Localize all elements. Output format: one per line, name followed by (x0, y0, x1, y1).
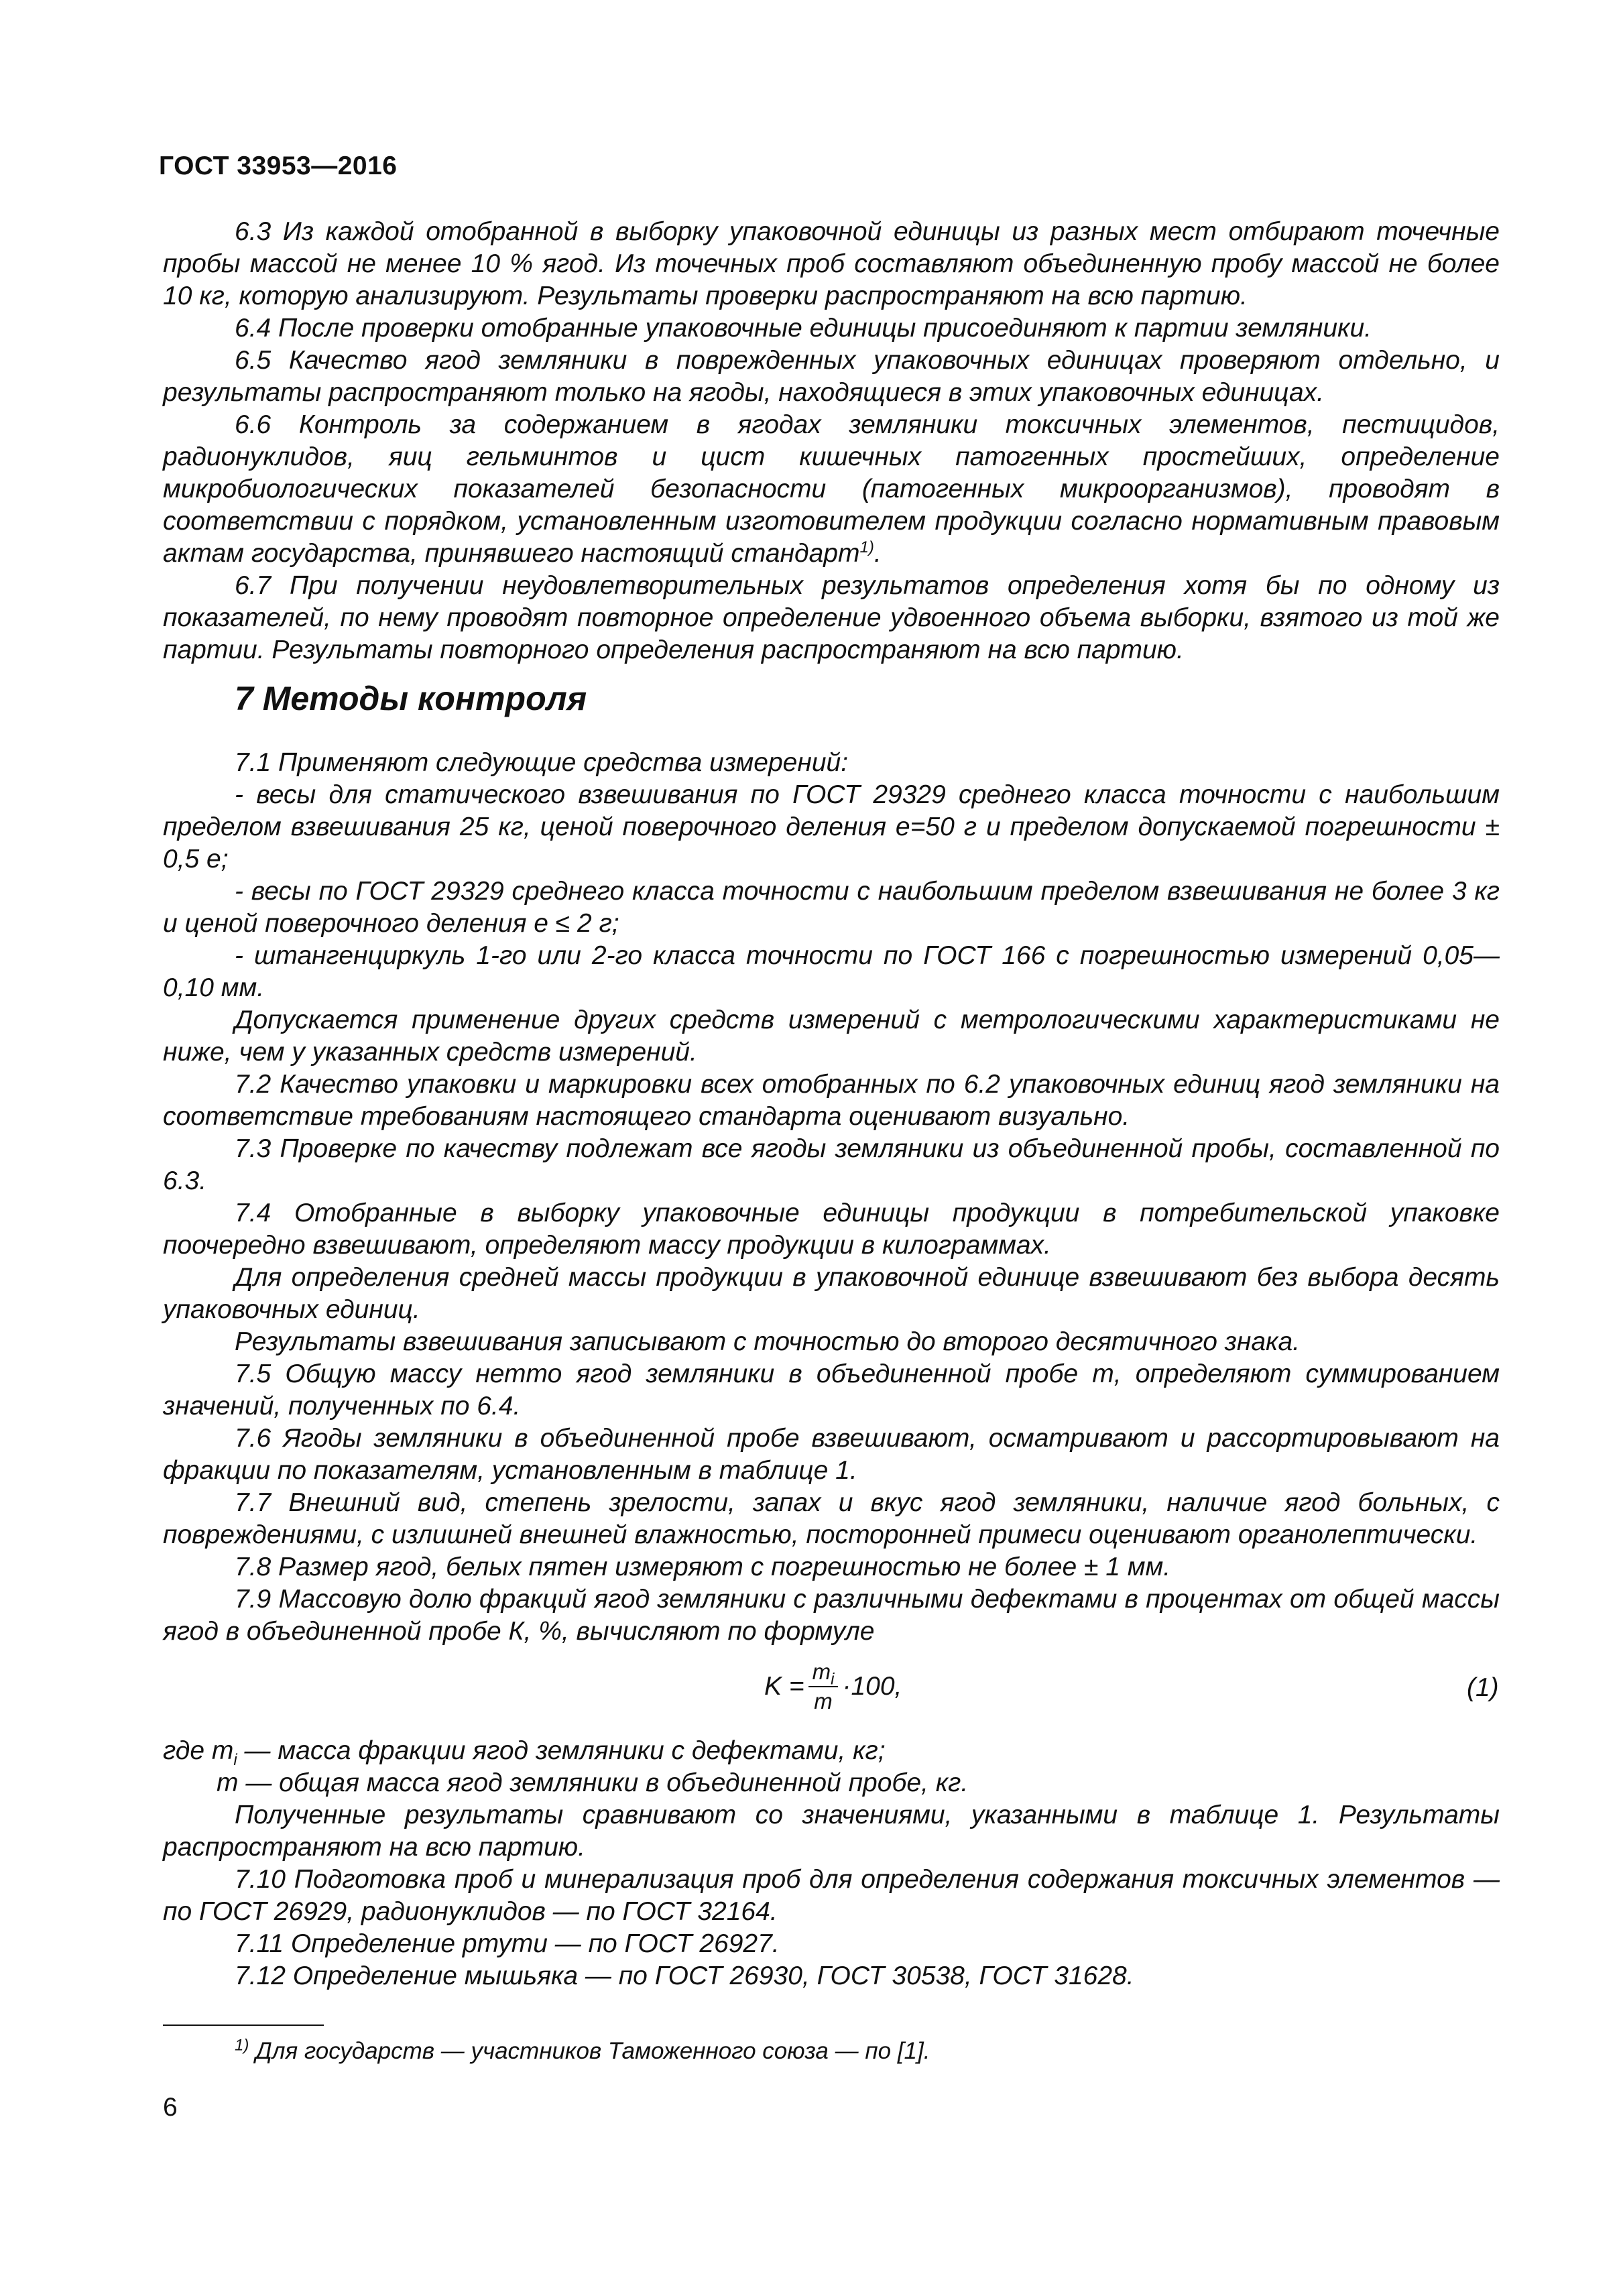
footnote-divider (163, 2025, 324, 2026)
paragraph-allowed-instruments: Допускается применение других средств измерений с метрологическими характеристиками не ниже, чем у указанных средств измерений. (163, 1006, 1500, 1067)
footnote-reference: 1) (859, 538, 874, 556)
paragraph-7-8: 7.8 Размер ягод, белых пятен измеряют с погрешностью не более ± 1 мм. (235, 1553, 1171, 1581)
paragraph-7-1: 7.1 Применяют следующие средства измерений: (235, 748, 849, 777)
paragraph-7-11: 7.11 Определение ртути — по ГОСТ 26927. (235, 1929, 780, 1958)
paragraph-7-7: 7.7 Внешний вид, степень зрелости, запах и вкус ягод земляники, наличие ягод больных, с повреждениями, с излишней внешней влажностью, посторонней примеси оценивают органолептически. (163, 1488, 1500, 1549)
paragraph-7-4: 7.4 Отобранные в выборку упаковочные единицы продукции в потребительской упаковке поочередно взвешивают, определяют массу продукции в килограммах. (163, 1199, 1500, 1260)
formula-1 (764, 1659, 902, 1714)
bullet-scales-25kg: - весы для статического взвешивания по ГОСТ 29329 среднего класса точности с наибольшим пределом взвешивания 25 кг, ценой поверочного деления е=50 г и пределом допускаемой погрешности ± 0,5 е; (163, 780, 1500, 873)
paragraph-results: Полученные результаты сравнивают со значениями, указанными в таблице 1. Результаты распространяют на всю партию. (163, 1801, 1500, 1862)
paragraph-6-6-text: 6.6 Контроль за содержанием в ягодах земляники токсичных элементов, пестицидов, радионуклидов, яиц гельминтов и цист кишечных патогенных простейших, определение микробиологических показателей безопасности (патогенных микроорганизмов), проводят в соответствии с порядком, установленным изготовителем продукции согласно нормативным правовым актам государства, принявшего настоящий стандарт (163, 410, 1500, 568)
paragraph-6-3: 6.3 Из каждой отобранной в выборку упаковочной единицы из разных мест отбирают точечные пробы массой не менее 10 % ягод. Из точечных проб составляют объединенную пробу массой не более 10 кг, которую анализируют. Результаты проверки распространяют на всю партию. (163, 217, 1500, 310)
section-6-text (163, 216, 1500, 666)
paragraph-7-10: 7.10 Подготовка проб и минерализация проб для определения содержания токсичных элементов — по ГОСТ 26929, радионуклидов — по ГОСТ 32164. (163, 1865, 1500, 1926)
document-header: ГОСТ 33953—2016 (159, 152, 398, 180)
section-7-title: 7 Методы контроля (235, 680, 587, 717)
bullet-scales-3kg: - весы по ГОСТ 29329 среднего класса точности с наибольшим пределом взвешивания не более 3 кг и ценой поверочного деления е ≤ 2 г; (163, 877, 1500, 938)
paragraph-6-6 (163, 409, 1500, 570)
bullet-caliper: - штангенциркуль 1-го или 2-го класса точности по ГОСТ 166 с погрешностью измерений 0,05—0,10 мм. (163, 941, 1500, 1002)
formula-lhs: K = (764, 1672, 804, 1701)
paragraph-6-6-end: . (874, 539, 882, 568)
paragraph-7-12: 7.12 Определение мышьяка — по ГОСТ 26930, ГОСТ 30538, ГОСТ 31628. (235, 1961, 1134, 1990)
legend-mi-text: — масса фракции ягод земляники с дефектами, кг; (237, 1736, 886, 1765)
formula-numerator (808, 1659, 839, 1687)
formula-fraction (808, 1659, 839, 1714)
footnote-text: Для государств — участников Таможенного союза — по [1]. (249, 2038, 930, 2064)
formula-numerator-sub: i (831, 1670, 835, 1689)
paragraph-7-9: 7.9 Массовую долю фракций ягод земляники с различными дефектами в процентах от общей массы ягод в объединенной пробе К, %, вычисляют по формуле (163, 1585, 1500, 1646)
legend-line-m: m — общая масса ягод земляники в объединенной пробе, кг. (217, 1768, 969, 1797)
paragraph-6-4: 6.4 После проверки отобранные упаковочные единицы присоединяют к партии земляники. (235, 314, 1372, 343)
paragraph-6-7: 6.7 При получении неудовлетворительных результатов определения хотя бы по одному из показателей, по нему проводят повторное определение удвоенного объема выборки, взятого из той же партии. Результаты повторного определения распространяют на всю партию. (163, 571, 1500, 664)
formula-legend (163, 1735, 1500, 1799)
formula-number: (1) (1467, 1673, 1499, 1702)
formula-tail: ·100, (842, 1672, 902, 1701)
section-7-text (163, 747, 1500, 1648)
formula-numerator-var: m (812, 1659, 831, 1684)
paragraph-7-3: 7.3 Проверке по качеству подлежат все ягоды земляники из объединенной пробы, составленной по 6.3. (163, 1134, 1500, 1195)
footnote-mark: 1) (235, 2036, 249, 2055)
legend-line-mi (163, 1735, 1500, 1767)
legend-mi-sub: i (233, 1750, 237, 1769)
paragraph-6-5: 6.5 Качество ягод земляники в поврежденных упаковочных единицах проверяют отдельно, и результаты распространяют только на ягоды, находящиеся в этих упаковочных единицах. (163, 346, 1500, 407)
footnote (235, 2038, 930, 2065)
formula-denominator: m (814, 1689, 833, 1713)
paragraph-7-2: 7.2 Качество упаковки и маркировки всех отобранных по 6.2 упаковочных единиц ягод земляники на соответствие требованиям настоящего стандарта оценивают визуально. (163, 1070, 1500, 1131)
paragraph-7-4-precision: Результаты взвешивания записывают с точностью до второго десятичного знака. (235, 1327, 1300, 1356)
paragraph-7-6: 7.6 Ягоды земляники в объединенной пробе взвешивают, осматривают и рассортировывают на фракции по показателям, установленным в таблице 1. (163, 1424, 1500, 1485)
legend-mi-start: где m (163, 1736, 234, 1765)
page-number: 6 (163, 2093, 178, 2122)
paragraph-7-4-average-mass: Для определения средней массы продукции в упаковочной единице взвешивают без выбора десять упаковочных единиц. (163, 1263, 1500, 1324)
section-7-continued (163, 1799, 1500, 1992)
paragraph-7-5: 7.5 Общую массу нетто ягод земляники в объединенной пробе m, определяют суммированием значений, полученных по 6.4. (163, 1360, 1500, 1421)
